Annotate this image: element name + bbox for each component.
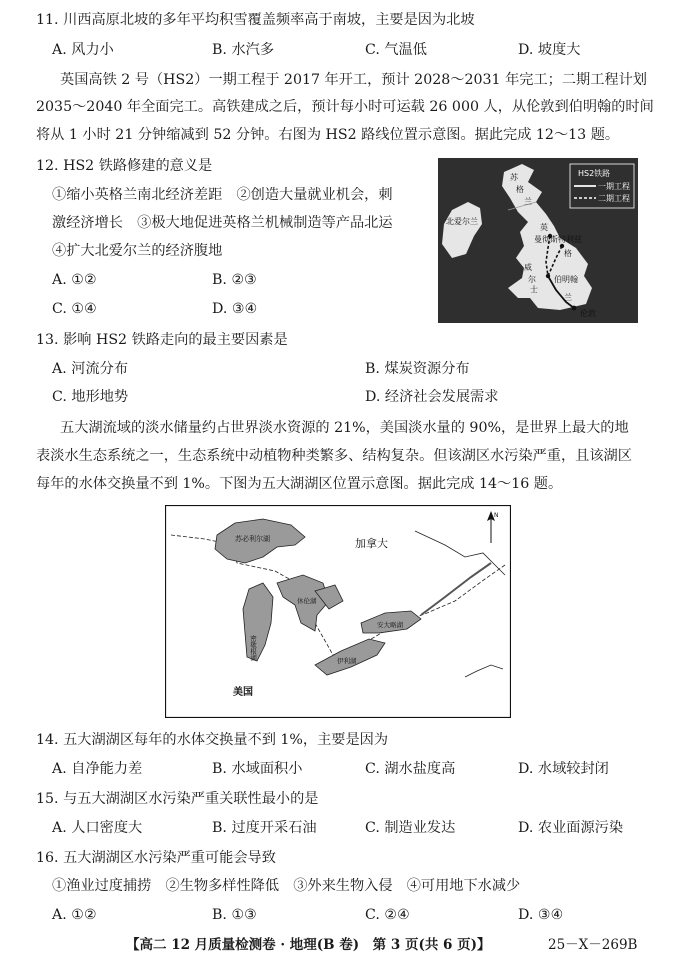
footer-code: 25－X－269B [548, 937, 638, 953]
label-usa: 美国 [233, 687, 253, 698]
q12-option-d: D. ③④ [212, 301, 258, 317]
q15-option-d: D. 农业面源污染 [518, 820, 624, 836]
passage1-line-3: 将从 1 小时 21 分钟缩减到 52 分钟。右图为 HS2 路线位置示意图。据此完成 12～13 题。 [36, 127, 620, 143]
label-lake-erie: 伊利湖 [337, 657, 357, 665]
map-label-leeds: 利兹 [566, 235, 582, 244]
q14-option-d: D. 水域较封闭 [518, 761, 609, 777]
q16-stem: 16. 五大湖湖区水污染严重可能会导致 [36, 850, 276, 866]
label-lake-ontario: 安大略湖 [377, 621, 403, 629]
q13-option-b: B. 煤炭资源分布 [365, 361, 470, 377]
great-lakes-map [165, 505, 511, 718]
q14-stem: 14. 五大湖湖区每年的水体交换量不到 1%，主要是因为 [36, 732, 389, 748]
map-label-shi: 士 [530, 285, 538, 294]
q15-stem: 15. 与五大湖湖区水污染严重关联性最小的是 [36, 791, 319, 807]
q13-option-c: C. 地形地势 [52, 389, 129, 405]
q12-option-b: B. ②③ [212, 272, 257, 288]
q13-option-d: D. 经济社会发展需求 [365, 389, 499, 405]
map-label-lan-north: 兰 [524, 197, 532, 206]
q11-stem: 11. 川西高原北坡的多年平均积雪覆盖频率高于南坡，主要是因为北坡 [36, 12, 475, 28]
q12-option-a: A. ①② [52, 272, 97, 288]
map-legend [570, 164, 634, 208]
map-label-ying: 英 [540, 223, 548, 232]
q14-option-b: B. 水域面积小 [212, 761, 303, 777]
label-canada: 加拿大 [355, 537, 388, 550]
label-lake-michigan: 密歇根湖 [249, 635, 257, 661]
q15-option-c: C. 制造业发达 [365, 820, 456, 836]
label-lake-superior: 苏必利尔湖 [235, 535, 270, 543]
map-label-er: 尔 [528, 275, 536, 284]
q11-option-a: A. 风力小 [52, 42, 114, 58]
q13-stem: 13. 影响 HS2 铁路走向的最主要因素是 [36, 332, 288, 348]
map-label-london: 伦敦 [580, 309, 596, 318]
q12-item-line-2: 激经济增长 ③极大地促进英格兰机械制造等产品北运 [52, 215, 393, 231]
q14-option-c: C. 湖水盐度高 [365, 761, 456, 777]
svg-text:N: N [494, 512, 499, 519]
passage2-line-2: 表淡水生态系统之一，生态系统中动植物种类繁多、结构复杂。但该湖区水污染严重，且该湖区 [36, 448, 632, 464]
q12-option-c: C. ①④ [52, 301, 97, 317]
map-label-birmingham: 伯明翰 [554, 275, 578, 284]
passage1-line-1: 英国高铁 2 号（HS2）一期工程于 2017 年开工，预计 2028～2031 年完工；二期工程计划 [60, 72, 647, 88]
map-label-northern-ireland: 北爱尔兰 [446, 217, 478, 226]
map-label-ge: 格 [516, 185, 524, 194]
map-label-wei: 威 [524, 263, 532, 272]
map-label-ge2: 格 [564, 249, 572, 258]
legend-phase2: 二期工程 [598, 194, 630, 203]
q16-option-a: A. ①② [52, 907, 97, 923]
passage1-line-2: 2035～2040 年全面完工。高铁建成之后，预计每小时可运载 26 000 人，从伦敦到伯明翰的时间 [36, 99, 654, 115]
q12-item-line-1: ①缩小英格兰南北经济差距 ②创造大量就业机会，刺 [52, 187, 393, 203]
q12-item-line-3: ④扩大北爱尔兰的经济腹地 [52, 243, 223, 259]
legend-title: HS2铁路 [578, 169, 611, 178]
q16-option-d: D. ③④ [518, 907, 564, 923]
q14-option-a: A. 自净能力差 [52, 761, 143, 777]
q13-option-a: A. 河流分布 [52, 361, 129, 377]
q11-option-d: D. 坡度大 [518, 42, 581, 58]
map-label-su: 苏 [510, 173, 518, 182]
map-label-lan-south: 兰 [564, 293, 572, 302]
hs2-route-map [438, 158, 638, 323]
q12-stem: 12. HS2 铁路修建的意义是 [36, 158, 213, 174]
q15-option-a: A. 人口密度大 [52, 820, 143, 836]
q16-items: ①渔业过度捕捞 ②生物多样性降低 ③外来生物入侵 ④可用地下水减少 [52, 878, 521, 894]
q16-option-b: B. ①③ [212, 907, 257, 923]
q11-option-b: B. 水汽多 [212, 42, 275, 58]
q16-option-c: C. ②④ [365, 907, 410, 923]
label-lake-huron: 休伦湖 [297, 597, 317, 605]
passage2-line-1: 五大湖流域的淡水储量约占世界淡水资源的 21%，美国淡水量的 90%，是世界上最大的地 [60, 420, 629, 436]
map-label-manchester: 曼彻斯特 [534, 235, 566, 244]
legend-phase1: 一期工程 [598, 182, 630, 191]
passage2-line-3: 每年的水体交换量不到 1%。下图为五大湖湖区位置示意图。据此完成 14～16 题。 [36, 476, 563, 492]
q15-option-b: B. 过度开采石油 [212, 820, 317, 836]
q11-option-c: C. 气温低 [365, 42, 427, 58]
footer-title: 【高二 12 月质量检测卷 · 地理(B 卷) 第 3 页(共 6 页)】 [126, 937, 491, 953]
